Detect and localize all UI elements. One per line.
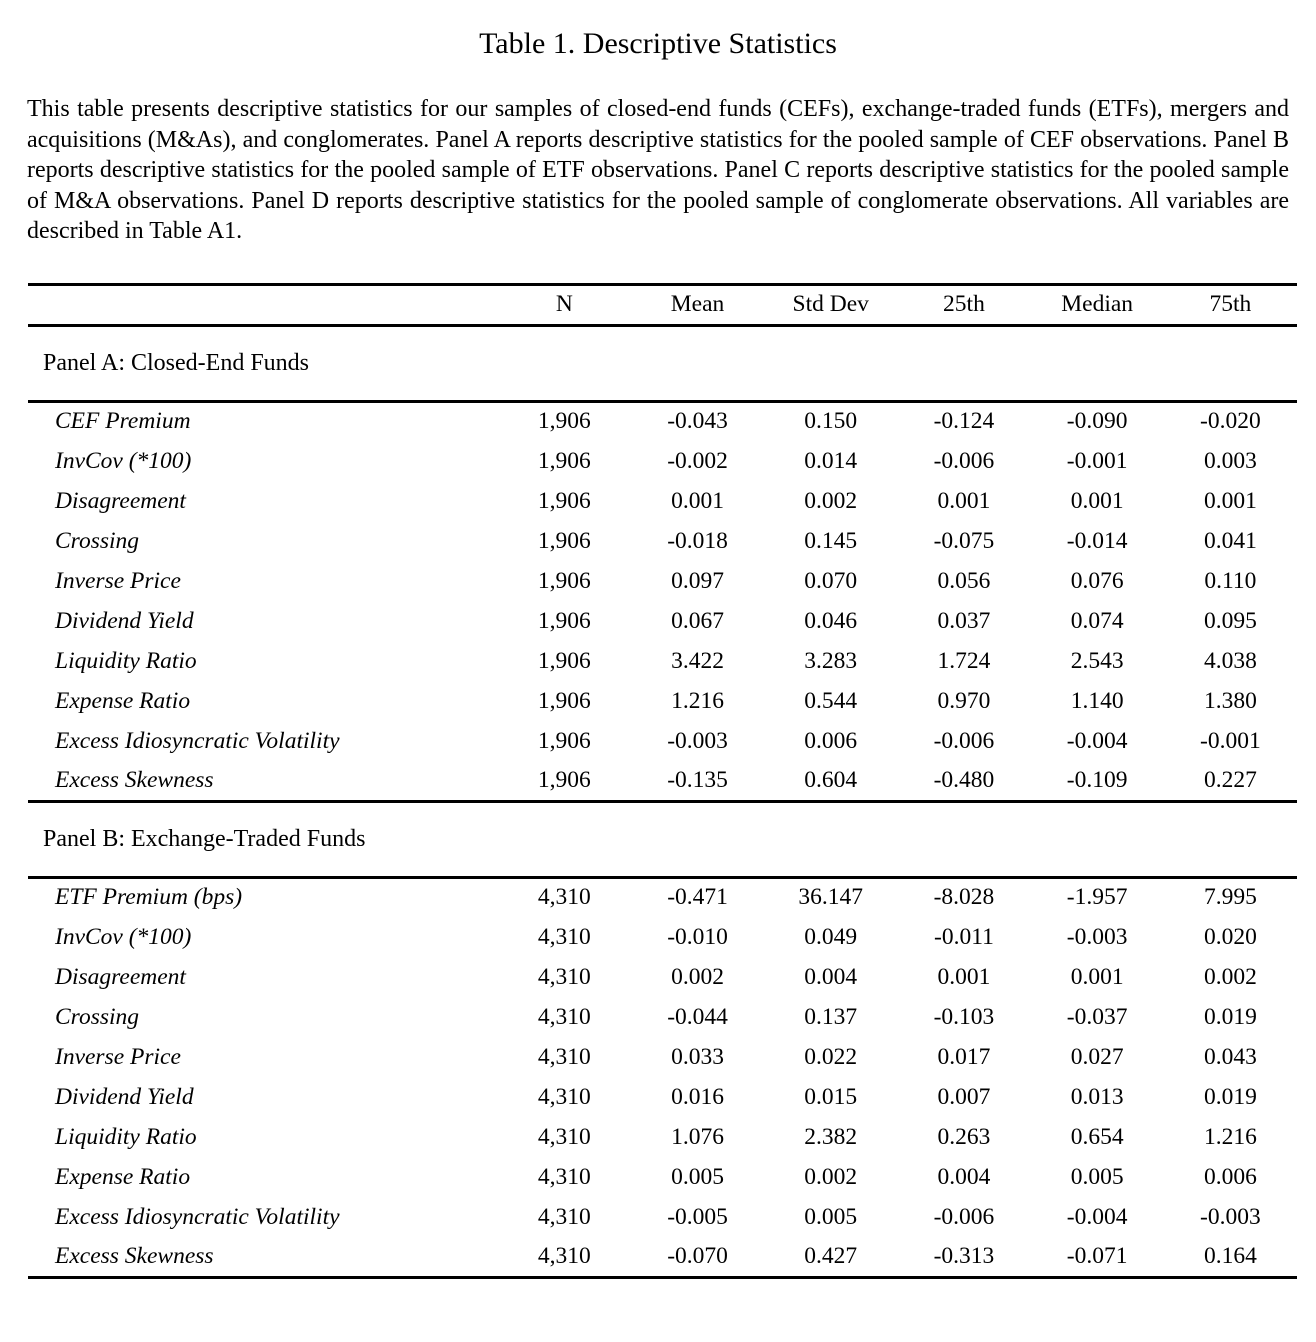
table-row — [28, 441, 1297, 481]
value-cell: 0.001 — [1070, 963, 1124, 990]
value-cell: -0.109 — [1066, 766, 1128, 793]
value-cell: 0.007 — [937, 1083, 991, 1110]
value-cell: 0.067 — [671, 607, 724, 634]
value-cell: 0.015 — [804, 1083, 858, 1110]
value-cell: 4.038 — [1203, 647, 1257, 674]
value-cell: 4,310 — [537, 1203, 591, 1230]
variable-name: Liquidity Ratio — [55, 647, 197, 674]
value-cell: 3.422 — [671, 647, 724, 674]
value-cell: 1,906 — [537, 766, 591, 793]
value-cell: -0.001 — [1066, 447, 1128, 474]
variable-name: Disagreement — [55, 487, 186, 514]
variable-name: CEF Premium — [55, 408, 191, 435]
column-header-75th: 75th — [1209, 291, 1252, 317]
value-cell: 0.002 — [804, 487, 858, 514]
value-cell: -0.018 — [667, 527, 728, 554]
table-row — [28, 481, 1297, 521]
value-cell: 1.724 — [937, 647, 991, 674]
value-cell: 0.003 — [1203, 447, 1257, 474]
value-cell: 4,310 — [537, 1083, 591, 1110]
column-header-25th: 25th — [943, 291, 985, 317]
variable-name: Excess Idiosyncratic Volatility — [55, 727, 340, 754]
value-cell: 4,310 — [537, 1242, 591, 1269]
column-header-variable — [28, 284, 498, 325]
table-row — [28, 521, 1297, 561]
value-cell: 2.543 — [1070, 647, 1124, 674]
variable-name: Expense Ratio — [55, 1163, 191, 1190]
value-cell: 0.001 — [1070, 487, 1124, 514]
value-cell: 4,310 — [537, 1123, 591, 1150]
variable-name: Disagreement — [55, 963, 186, 990]
value-cell: -0.014 — [1066, 527, 1128, 554]
table-row — [28, 721, 1297, 761]
value-cell: 0.022 — [804, 1043, 858, 1070]
value-cell: 0.001 — [937, 487, 991, 514]
value-cell: 1.216 — [671, 687, 724, 714]
table-row — [28, 681, 1297, 721]
value-cell: -0.003 — [1066, 923, 1128, 950]
value-cell: -0.075 — [933, 527, 995, 554]
value-cell: 0.070 — [804, 567, 858, 594]
variable-name: Expense Ratio — [55, 687, 191, 714]
value-cell: 0.041 — [1203, 527, 1257, 554]
value-cell: 0.014 — [804, 447, 858, 474]
value-cell: 0.001 — [1203, 487, 1257, 514]
column-header-row — [28, 284, 1297, 325]
value-cell: -0.006 — [933, 1203, 995, 1230]
value-cell: 0.046 — [804, 607, 858, 634]
variable-name: Crossing — [55, 527, 140, 554]
value-cell: -0.005 — [667, 1203, 728, 1230]
value-cell: -0.043 — [667, 408, 728, 435]
value-cell: 1,906 — [537, 647, 591, 674]
value-cell: 4,310 — [537, 884, 591, 911]
value-cell: 0.110 — [1204, 567, 1257, 594]
value-cell: -0.006 — [933, 447, 995, 474]
value-cell: 0.019 — [1203, 1083, 1257, 1110]
variable-name: Excess Idiosyncratic Volatility — [55, 1203, 340, 1230]
value-cell: 0.005 — [804, 1203, 858, 1230]
table-row — [28, 1117, 1297, 1157]
value-cell: 0.020 — [1203, 923, 1257, 950]
value-cell: -8.028 — [933, 884, 995, 911]
value-cell: 2.382 — [804, 1123, 858, 1150]
variable-name: Dividend Yield — [55, 1083, 194, 1110]
panel-header-row — [28, 801, 1297, 877]
table-row — [28, 761, 1297, 801]
panel-label: Panel B: Exchange-Traded Funds — [28, 801, 1297, 877]
column-header-median: Median — [1061, 291, 1134, 317]
value-cell: 0.150 — [804, 408, 858, 435]
value-cell: -0.070 — [667, 1242, 728, 1269]
table-title: Table 1. Descriptive Statistics — [479, 27, 837, 60]
value-cell: 1,906 — [537, 727, 591, 754]
value-cell: 0.056 — [937, 567, 991, 594]
value-cell: 3.283 — [804, 647, 858, 674]
table-row — [28, 641, 1297, 681]
value-cell: 0.263 — [937, 1123, 991, 1150]
variable-name: Inverse Price — [55, 1043, 181, 1070]
value-cell: -0.071 — [1066, 1242, 1128, 1269]
value-cell: 7.995 — [1203, 884, 1257, 911]
value-cell: 1.140 — [1070, 687, 1124, 714]
value-cell: 1,906 — [537, 408, 591, 435]
value-cell: 0.027 — [1070, 1043, 1124, 1070]
table-row — [28, 877, 1297, 917]
value-cell: -0.006 — [933, 727, 995, 754]
value-cell: 0.137 — [804, 1003, 858, 1030]
value-cell: 4,310 — [537, 1043, 591, 1070]
column-header-n: N — [555, 291, 573, 317]
column-header-mean: Mean — [670, 291, 725, 317]
value-cell: 0.076 — [1070, 567, 1124, 594]
value-cell: 4,310 — [537, 1003, 591, 1030]
variable-name: Crossing — [55, 1003, 140, 1030]
variable-name: Excess Skewness — [55, 1242, 214, 1269]
value-cell: 0.002 — [1203, 963, 1257, 990]
value-cell: 0.001 — [671, 487, 724, 514]
value-cell: 0.017 — [937, 1043, 991, 1070]
variable-name: Inverse Price — [55, 567, 181, 594]
value-cell: -0.480 — [933, 766, 995, 793]
table-row — [28, 1157, 1297, 1197]
table-row — [28, 1037, 1297, 1077]
value-cell: -0.044 — [667, 1003, 728, 1030]
value-cell: 0.970 — [937, 687, 991, 714]
value-cell: -0.090 — [1066, 408, 1128, 435]
value-cell: 1,906 — [537, 527, 591, 554]
value-cell: 1,906 — [537, 607, 591, 634]
value-cell: -0.135 — [667, 766, 728, 793]
value-cell: 0.019 — [1203, 1003, 1257, 1030]
value-cell: 0.427 — [804, 1242, 858, 1269]
value-cell: 0.037 — [937, 607, 991, 634]
value-cell: 0.001 — [937, 963, 991, 990]
value-cell: -0.313 — [933, 1242, 995, 1269]
variable-name: Excess Skewness — [55, 766, 214, 793]
variable-name: InvCov (*100) — [55, 447, 192, 474]
value-cell: 0.654 — [1070, 1123, 1124, 1150]
value-cell: 1,906 — [537, 487, 591, 514]
value-cell: 0.005 — [671, 1163, 724, 1190]
table-body — [28, 325, 1297, 1277]
value-cell: -0.020 — [1200, 408, 1261, 435]
value-cell: 0.049 — [804, 923, 858, 950]
variable-name: Dividend Yield — [55, 607, 194, 634]
value-cell: -0.004 — [1066, 1203, 1128, 1230]
value-cell: -0.010 — [667, 923, 728, 950]
column-header-stddev: Std Dev — [792, 291, 869, 317]
value-cell: 1,906 — [537, 447, 591, 474]
value-cell: 4,310 — [537, 1163, 591, 1190]
value-cell: 0.013 — [1070, 1083, 1124, 1110]
panel-header-row — [28, 325, 1297, 401]
value-cell: 0.097 — [671, 567, 724, 594]
value-cell: -0.124 — [933, 408, 995, 435]
value-cell: 0.016 — [671, 1083, 724, 1110]
value-cell: 0.544 — [804, 687, 858, 714]
table-row — [28, 917, 1297, 957]
value-cell: -0.471 — [667, 884, 728, 911]
table-row — [28, 957, 1297, 997]
value-cell: 1,906 — [537, 687, 591, 714]
value-cell: 0.074 — [1070, 607, 1124, 634]
table-row — [28, 561, 1297, 601]
value-cell: -0.103 — [933, 1003, 995, 1030]
value-cell: -0.003 — [1200, 1203, 1261, 1230]
variable-name: Liquidity Ratio — [55, 1123, 197, 1150]
value-cell: 0.005 — [1070, 1163, 1124, 1190]
variable-name: InvCov (*100) — [55, 923, 192, 950]
value-cell: 1.216 — [1203, 1123, 1257, 1150]
value-cell: -0.004 — [1066, 727, 1128, 754]
value-cell: 0.604 — [804, 766, 858, 793]
value-cell: 0.227 — [1203, 766, 1257, 793]
value-cell: 0.043 — [1203, 1043, 1257, 1070]
value-cell: -0.011 — [934, 923, 994, 950]
value-cell: 4,310 — [537, 923, 591, 950]
value-cell: -0.037 — [1066, 1003, 1128, 1030]
table-row — [28, 997, 1297, 1037]
value-cell: 0.004 — [804, 963, 858, 990]
value-cell: 0.002 — [671, 963, 724, 990]
value-cell: 1.076 — [671, 1123, 724, 1150]
value-cell: -0.002 — [667, 447, 728, 474]
descriptive-statistics-table — [28, 283, 1297, 1279]
variable-name: ETF Premium (bps) — [55, 884, 243, 911]
value-cell: -1.957 — [1066, 884, 1128, 911]
value-cell: 0.033 — [671, 1043, 724, 1070]
table-row — [28, 1237, 1297, 1277]
table-caption: This table presents descriptive statistics for our samples of closed-end funds (CEFs), exchange-traded funds (ETFs), mergers and acquisitions (M&As), and conglomerates. Panel A reports descriptive statistics for the pooled sample of CEF observations. Panel B reports descriptive statistics for the pooled sample of ETF observations. Panel C reports descriptive statistics for the pooled sample of M&A observations. Panel D reports descriptive statistics for the pooled sample of conglomerate observations. All variables are described in Table A1. — [27, 96, 1289, 244]
panel-label: Panel A: Closed-End Funds — [28, 325, 1297, 401]
value-cell: 0.006 — [1203, 1163, 1257, 1190]
value-cell: 0.095 — [1203, 607, 1257, 634]
table-row — [28, 1077, 1297, 1117]
value-cell: 36.147 — [798, 884, 864, 911]
value-cell: 0.164 — [1203, 1242, 1257, 1269]
value-cell: -0.001 — [1200, 727, 1261, 754]
table-row — [28, 401, 1297, 441]
value-cell: 1,906 — [537, 567, 591, 594]
value-cell: 4,310 — [537, 963, 591, 990]
value-cell: 1.380 — [1203, 687, 1257, 714]
value-cell: -0.003 — [667, 727, 728, 754]
table-row — [28, 1197, 1297, 1237]
value-cell: 0.006 — [804, 727, 858, 754]
table-row — [28, 601, 1297, 641]
value-cell: 0.004 — [937, 1163, 991, 1190]
value-cell: 0.002 — [804, 1163, 858, 1190]
value-cell: 0.145 — [804, 527, 858, 554]
